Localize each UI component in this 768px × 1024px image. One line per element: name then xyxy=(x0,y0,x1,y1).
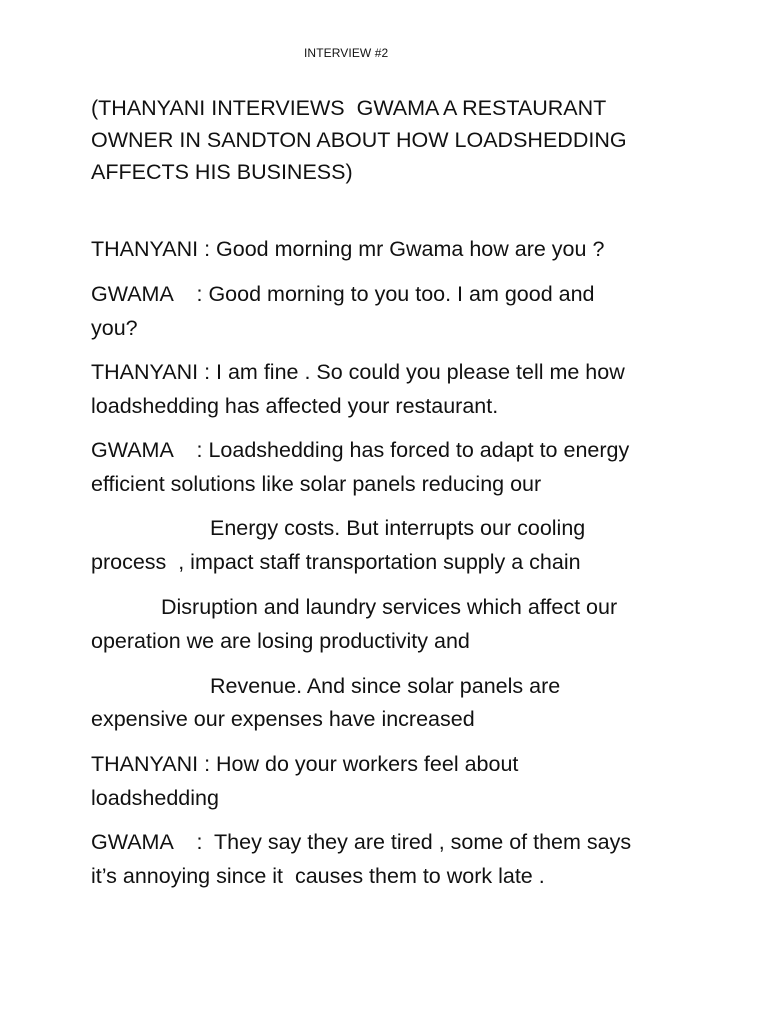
dialogue-line: GWAMA : They say they are tired , some of them says xyxy=(91,830,632,854)
dialogue-line: THANYANI : How do your workers feel about xyxy=(91,752,519,776)
dialogue-line: THANYANI : I am fine . So could you please tell me how xyxy=(91,360,625,384)
document-header: INTERVIEW #2 xyxy=(304,46,389,60)
dialogue-line: THANYANI : Good morning mr Gwama how are you ? xyxy=(91,237,605,261)
dialogue-line: it’s annoying since it causes them to work late . xyxy=(91,864,545,888)
intro-line: AFFECTS HIS BUSINESS) xyxy=(91,160,353,184)
dialogue-line: Energy costs. But interrupts our cooling xyxy=(210,516,586,540)
dialogue-line: expensive our expenses have increased xyxy=(91,707,475,731)
dialogue-line: operation we are losing productivity and xyxy=(91,629,470,653)
dialogue-line: GWAMA : Good morning to you too. I am good and xyxy=(91,282,595,306)
dialogue-line: efficient solutions like solar panels reducing our xyxy=(91,472,542,496)
dialogue-line: Revenue. And since solar panels are xyxy=(210,674,561,698)
dialogue-line: loadshedding xyxy=(91,786,219,810)
intro-line: OWNER IN SANDTON ABOUT HOW LOADSHEDDING xyxy=(91,128,627,152)
dialogue-line: you? xyxy=(91,316,138,340)
dialogue-line: Disruption and laundry services which affect our xyxy=(161,595,618,619)
intro-line: (THANYANI INTERVIEWS GWAMA A RESTAURANT xyxy=(91,96,607,120)
dialogue-line: GWAMA : Loadshedding has forced to adapt to energy xyxy=(91,438,630,462)
dialogue-line: process , impact staff transportation supply a chain xyxy=(91,550,581,574)
dialogue-line: loadshedding has affected your restaurant. xyxy=(91,394,499,418)
